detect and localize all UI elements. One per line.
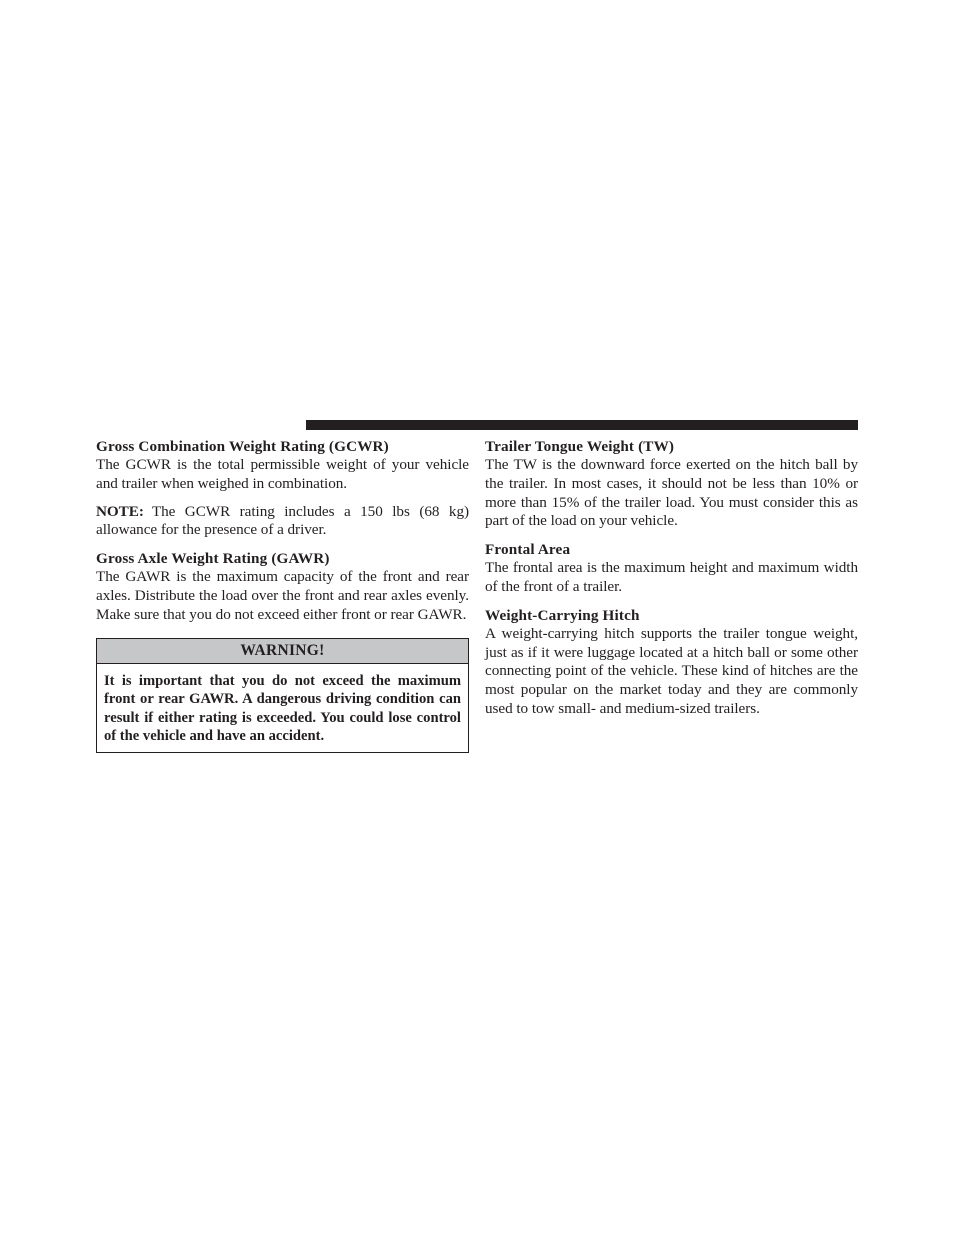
hitch-body: A weight-carrying hitch supports the trailer tongue weight, just as if it were luggage located at a hitch ball or some other connecting point of the vehicle. These kind of hitches are the most popular on the market today and they are commonly used to tow small- and medium-sized trailers. bbox=[485, 624, 858, 717]
gcwr-body: The GCWR is the total permissible weight of your vehicle and trailer when weighed in combination. bbox=[96, 456, 469, 492]
gawr-body: The GAWR is the maximum capacity of the front and rear axles. Distribute the load over the front and rear axles evenly. Make sure that you do not exceed either front or rear GAWR. bbox=[96, 568, 469, 623]
right-column bbox=[485, 437, 858, 719]
warning-text: It is important that you do not exceed the maximum front or rear GAWR. A dangerous driving condition can result if either rating is exceeded. You could lose control of the vehicle and have an accident. bbox=[104, 672, 461, 745]
section-header-bar bbox=[306, 420, 858, 430]
gcwr-heading: Gross Combination Weight Rating (GCWR) bbox=[96, 438, 389, 455]
frontal-area-heading: Frontal Area bbox=[485, 541, 571, 559]
frontal-area-body: The frontal area is the maximum height and maximum width of the front of a trailer. bbox=[485, 559, 858, 595]
warning-title: WARNING! bbox=[97, 639, 468, 664]
gawr-heading: Gross Axle Weight Rating (GAWR) bbox=[96, 550, 330, 568]
left-column bbox=[96, 437, 469, 753]
gcwr-note bbox=[96, 503, 469, 541]
note-text: The GCWR rating includes a 150 lbs (68 kg) allowance for the presence of a driver. bbox=[96, 502, 469, 539]
tongue-weight-body: The TW is the downward force exerted on the hitch ball by the trailer. In most cases, it should not be less than 10% or more than 15% of the trailer load. You must consider this as part of the load on your vehicle. bbox=[485, 456, 858, 530]
tongue-weight-heading: Trailer Tongue Weight (TW) bbox=[485, 438, 675, 455]
hitch-heading: Weight-Carrying Hitch bbox=[485, 606, 640, 624]
note-label: NOTE: bbox=[96, 502, 144, 520]
warning-box bbox=[96, 638, 469, 753]
